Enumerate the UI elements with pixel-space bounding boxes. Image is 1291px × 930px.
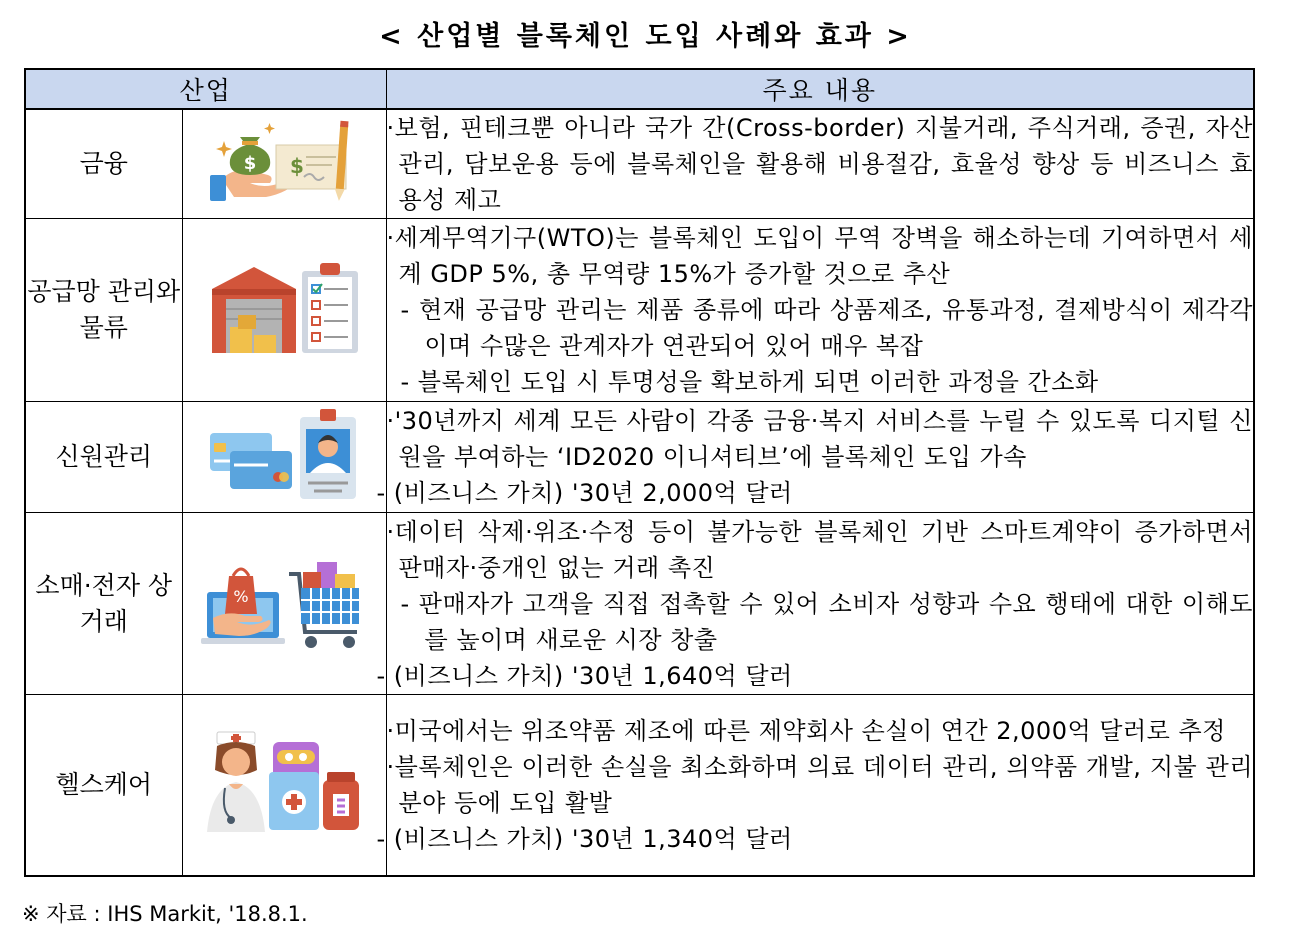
industry-name: 신원관리: [25, 402, 182, 513]
content-line: - 현재 공급망 관리는 제품 종류에 따라 상품제조, 유통과정, 결제방식이 제각각이며 수많은 관계자가 연관되어 있어 매우 복잡: [400, 296, 1253, 360]
row-content: [386, 109, 1254, 219]
svg-text:$: $: [290, 154, 304, 178]
content-line: ·'30년까지 세계 모든 사람이 각종 금융·복지 서비스를 누릴 수 있도록 디지털 신원을 부여하는 ‘ID2020 이니셔티브’에 블록체인 도입 가속: [386, 407, 1253, 471]
row-content: [376, 513, 1254, 695]
content-line: - 판매자가 고객을 직접 접촉할 수 있어 소비자 성향과 수요 행태에 대한 이해도를 높이며 새로운 시장 창출: [400, 589, 1253, 654]
content-line: ·블록체인은 이러한 손실을 최소화하며 의료 데이터 관리, 의약품 개발, 지불 관리 분야 등에 도입 활발: [386, 752, 1253, 817]
industry-table: [24, 68, 1255, 877]
header-industry: 산업: [25, 69, 386, 109]
svg-text:$: $: [243, 153, 257, 174]
money-bag-cheque-icon: [182, 109, 386, 219]
content-line: - (비즈니스 가치) '30년 1,340억 달러: [376, 824, 793, 853]
row-content: [386, 219, 1254, 402]
table-row: [25, 695, 1254, 876]
row-content: [376, 402, 1254, 513]
svg-text:%: %: [233, 586, 249, 606]
header-content: 주요 내용: [386, 69, 1254, 109]
industry-name: 금융: [25, 109, 182, 219]
shopping-cart-laptop-icon: [182, 513, 386, 695]
row-content: [376, 695, 1254, 876]
source-note: ※ 자료 : IHS Markit, '18.8.1.: [22, 902, 308, 926]
content-line: - (비즈니스 가치) '30년 2,000억 달러: [376, 479, 793, 507]
warehouse-checklist-icon: [182, 219, 386, 402]
page-title: < 산업별 블록체인 도입 사례와 효과 >: [379, 21, 912, 52]
content-line: ·세계무역기구(WTO)는 블록체인 도입이 무역 장벽을 해소하는데 기여하면서 세계 GDP 5%, 총 무역량 15%가 증가할 것으로 추산: [386, 224, 1253, 288]
industry-name: 공급망 관리와 물류: [25, 219, 182, 402]
content-line: - 블록체인 도입 시 투명성을 확보하게 되면 이러한 과정을 간소화: [400, 368, 1099, 396]
table-row: [25, 402, 1254, 513]
content-line: ·보험, 핀테크뿐 아니라 국가 간(Cross-border) 지불거래, 주식거래, 증권, 자산관리, 담보운용 등에 블록체인을 활용해 비용절감, 효율성 향상 등 비즈니스 효용성 제고: [386, 114, 1253, 214]
table-header-row: [25, 69, 1254, 109]
table-row: [25, 109, 1254, 219]
content-line: ·미국에서는 위조약품 제조에 따른 제약회사 손실이 연간 2,000억 달러로 추정: [386, 716, 1226, 745]
table-row: [25, 513, 1254, 695]
table-row: [25, 219, 1254, 402]
id-card-icon: [182, 402, 386, 513]
content-line: ·데이터 삭제·위조·수정 등이 불가능한 블록체인 기반 스마트계약이 증가하면서 판매자·중개인 없는 거래 촉진: [386, 517, 1253, 582]
nurse-medicine-icon: [182, 695, 386, 876]
content-line: - (비즈니스 가치) '30년 1,640억 달러: [376, 661, 793, 690]
industry-name: 헬스케어: [25, 695, 182, 876]
industry-name: 소매·전자 상거래: [25, 513, 182, 695]
